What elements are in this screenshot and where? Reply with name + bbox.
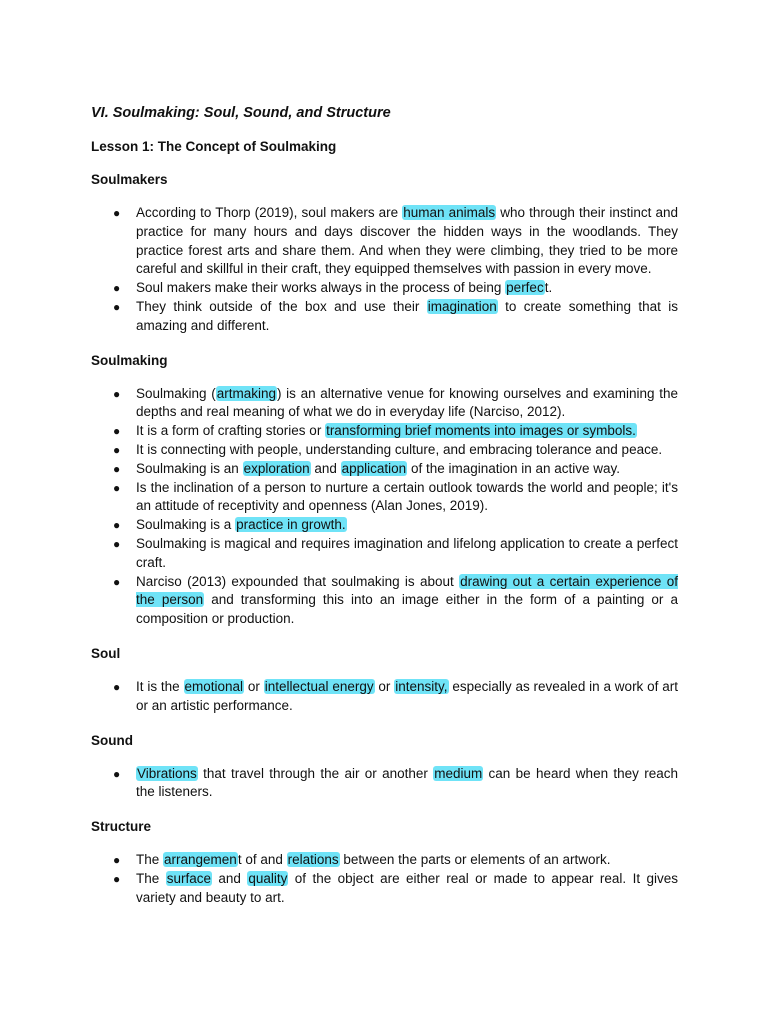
list-item [91,870,678,908]
section-heading-sound: Sound [91,732,133,748]
list-item [91,479,678,517]
text-segment: and [211,870,248,886]
highlighted-text: drawing out a certain experience of the person [136,573,679,608]
text-segment: Soulmaking is magical and requires imagination and lifelong application to create a perfect craft. [136,535,678,570]
list-item [91,535,678,573]
list-item [91,678,678,716]
text-segment: or [244,678,264,694]
bullet-list-soulmakers [91,204,678,336]
bullet-icon: ● [113,461,121,476]
list-item [91,460,678,479]
bullet-list-structure [91,851,678,907]
bullet-icon: ● [113,442,121,457]
bullet-icon: ● [113,871,121,886]
list-item [91,765,678,803]
text-segment: especially as revealed in a work of art or an artistic performance. [136,678,678,713]
text-segment: They think outside of the box and use their [136,298,427,314]
highlighted-text: surface [166,870,211,886]
highlighted-text: relations [287,852,339,868]
text-segment: ) is an alternative venue for knowing ourselves and examining the depths and real meaning of what we do in everyday life (Narciso, 2012). [136,385,678,420]
text-segment: between the parts or elements of an artwork. [339,852,611,868]
text-segment: Is the inclination of a person to nurture a certain outlook towards the world and people; it's an attitude of receptivity and openness (Alan Jones, 2019). [136,479,678,514]
text-segment: to create something that is amazing and different. [136,298,678,333]
highlighted-text: intensity, [395,678,448,694]
text-segment: of the object are either real or made to appear real. It gives variety and beauty to art. [136,870,679,905]
text-segment: and transforming this into an image either in the form of a painting or a composition or production. [136,592,679,627]
highlighted-text: human animals [403,205,496,220]
lesson-title: Lesson 1: The Concept of Soulmaking [91,139,337,154]
list-item [91,422,678,441]
bullet-icon: ● [113,518,121,533]
list-item [91,204,678,279]
bullet-icon: ● [113,766,121,781]
highlighted-text: imagination [427,298,497,314]
bullet-icon: ● [113,206,121,220]
bullet-icon: ● [113,424,121,439]
section-heading-soul: Soul [91,645,121,661]
text-segment: It is the [136,678,184,694]
highlighted-text: perfec [506,280,544,296]
bullet-icon: ● [113,281,121,296]
bullet-icon: ● [113,386,121,401]
text-segment: Soulmaking is an [136,460,243,476]
highlighted-text: exploration [243,460,310,476]
highlighted-text: transforming brief moments into images or symbols. [326,423,636,439]
text-segment: Soulmaking ( [136,385,216,401]
section-heading-soulmaking: Soulmaking [91,352,168,368]
bullet-list-sound [91,765,678,803]
bullet-icon: ● [113,853,121,868]
text-segment: It is connecting with people, understanding culture, and embracing tolerance and peace. [136,441,663,457]
highlighted-text: emotional [184,678,244,694]
text-segment: The [136,870,166,886]
bullet-icon: ● [113,574,121,589]
bullet-icon: ● [113,679,121,694]
highlighted-text: arrangemen [164,852,237,868]
highlighted-text: practice in growth. [236,517,346,533]
bullet-icon: ● [113,480,121,495]
bullet-list-soulmaking [91,385,678,629]
highlighted-text: Vibrations [137,765,197,781]
sections-container [91,171,678,908]
text-segment: According to Thorp (2019), soul makers are [136,205,403,220]
section-heading-structure: Structure [91,819,152,835]
text-segment: Soul makers make their works always in the process of being [136,280,506,296]
text-segment: of the imagination in an active way. [407,460,621,476]
text-segment: who through their instinct and practice for many hours and days discover the hidden ways in the woodlands. They practice forest arts and share them. And when they were climbing, they tried to be more careful and skillful in their craft, they equipped themselves with passion in every move. [136,205,678,277]
bullet-icon: ● [113,536,121,551]
text-segment: t of and [237,852,287,868]
bullet-list-soul [91,678,678,716]
list-item [91,298,678,336]
highlighted-text: medium [434,765,483,781]
text-segment: Soulmaking is a [136,517,236,533]
list-item [91,279,678,298]
section-heading-soulmakers: Soulmakers [91,172,168,187]
highlighted-text: intellectual energy [264,678,374,694]
text-segment: It is a form of crafting stories or [136,423,326,439]
text-segment: t. [544,280,553,296]
list-item [91,573,678,629]
list-item [91,516,678,535]
list-item [91,851,678,870]
text-segment: and [310,460,341,476]
bullet-icon: ● [113,299,121,314]
document-title: VI. Soulmaking: Soul, Sound, and Structure [91,105,391,121]
highlighted-text: quality [248,870,288,886]
highlighted-text: application [341,460,407,476]
text-segment: that travel through the air or another [197,765,434,781]
list-item [91,385,678,423]
text-segment: Narciso (2013) expounded that soulmaking is about [136,573,460,589]
text-segment: or [374,678,395,694]
text-segment: The [136,852,164,868]
highlighted-text: artmaking [216,385,276,401]
text-segment: can be heard when they reach the listeners. [136,765,679,800]
list-item [91,441,678,460]
